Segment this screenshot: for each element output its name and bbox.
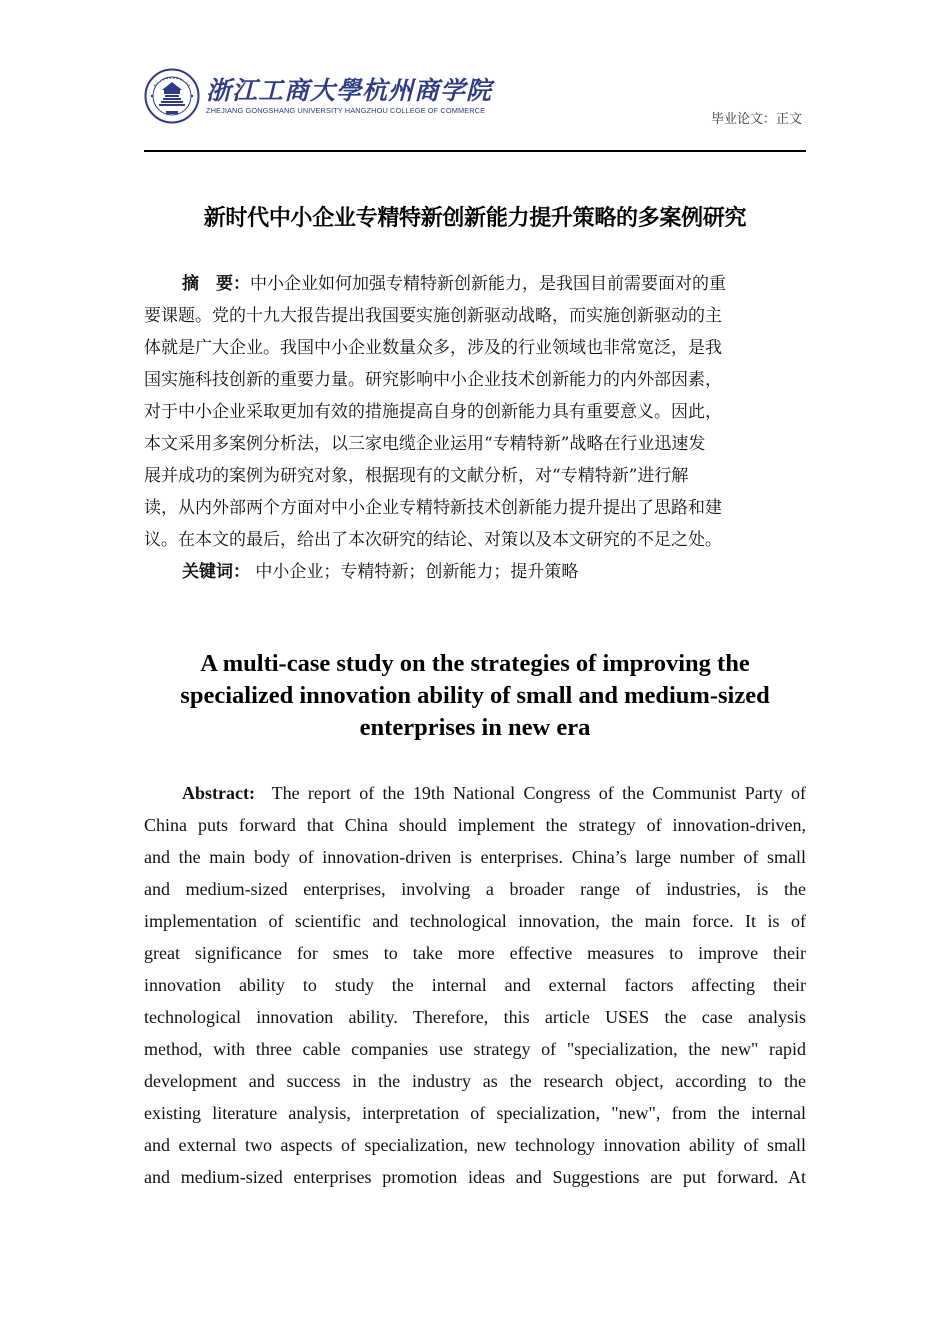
english-abstract-line: and external two aspects of specialization, new technology innovation ability of small <box>144 1135 806 1155</box>
header-divider <box>144 150 806 152</box>
chinese-abstract-line: 展并成功的案例为研究对象，根据现有的文献分析，对“专精特新”进行解 <box>144 466 689 486</box>
english-abstract-line: existing literature analysis, interpretation of specialization, "new", from the internal <box>144 1103 806 1123</box>
english-abstract-line: China puts forward that China should implement the strategy of innovation-driven, <box>144 815 806 835</box>
chinese-abstract-line: 议。在本文的最后，给出了本次研究的结论、对策以及本文研究的不足之处。 <box>144 530 722 550</box>
chinese-abstract-line: 要课题。党的十九大报告提出我国要实施创新驱动战略，而实施创新驱动的主 <box>144 306 722 326</box>
english-abstract-line: development and success in the industry as the research object, according to the <box>144 1071 806 1091</box>
keywords-label: 关键词： <box>182 562 250 582</box>
chinese-abstract-label: 摘 要： <box>182 274 250 294</box>
logo-english-name: ZHEJIANG GONGSHANG UNIVERSITY HANGZHOU COLLEGE OF COMMERCE <box>206 106 486 115</box>
chinese-abstract-line: 国实施科技创新的重要力量。研究影响中小企业技术创新能力的内外部因素， <box>144 370 722 390</box>
english-abstract-line <box>144 777 806 809</box>
english-abstract-line: innovation ability to study the internal and external factors affecting their <box>144 975 806 995</box>
chinese-title: 新时代中小企业专精特新创新能力提升策略的多案例研究 <box>203 206 747 231</box>
university-seal-icon <box>144 68 200 124</box>
english-abstract-line: implementation of scientific and technological innovation, the main force. It is of <box>144 911 806 931</box>
chinese-abstract <box>144 268 806 556</box>
english-abstract-line: great significance for smes to take more effective measures to improve their <box>144 943 806 963</box>
chinese-abstract-line: 本文采用多案例分析法，以三家电缆企业运用“专精特新”战略在行业迅速发 <box>144 434 706 454</box>
english-abstract-line: method, with three cable companies use strategy of "specialization, the new" rapid <box>144 1039 806 1059</box>
english-title-line: specialized innovation ability of small and medium-sized <box>180 682 770 709</box>
document-type-label: 毕业论文：正文 <box>710 112 802 127</box>
english-title-line: enterprises in new era <box>359 714 591 741</box>
chinese-abstract-line: 体就是广大企业。我国中小企业数量众多，涉及的行业领域也非常宽泛，是我 <box>144 338 722 358</box>
chinese-abstract-text: 中小企业如何加强专精特新创新能力，是我国目前需要面对的重 <box>250 274 726 294</box>
logo-chinese-name: 浙江工商大學杭州商学院 <box>206 76 493 105</box>
english-abstract <box>144 777 806 1193</box>
page-header <box>144 62 806 152</box>
english-abstract-line: technological innovation ability. Therefore, this article USES the case analysis <box>144 1007 806 1027</box>
english-abstract-line: and the main body of innovation-driven is enterprises. China’s large number of small <box>144 847 806 867</box>
english-abstract-text: The report of the 19th National Congress of the Communist Party of <box>271 783 807 803</box>
chinese-abstract-line <box>144 268 806 300</box>
english-title <box>144 648 806 744</box>
english-abstract-line: and medium-sized enterprises promotion ideas and Suggestions are put forward. At <box>144 1167 806 1187</box>
chinese-abstract-line: 对于中小企业采取更加有效的措施提高自身的创新能力具有重要意义。因此， <box>144 402 722 422</box>
chinese-keywords <box>182 556 578 588</box>
english-abstract-line: and medium-sized enterprises, involving a broader range of industries, is the <box>144 879 806 899</box>
chinese-abstract-line: 读，从内外部两个方面对中小企业专精特新技术创新能力提升提出了思路和建 <box>144 498 722 518</box>
university-logo <box>144 68 492 124</box>
english-title-line: A multi-case study on the strategies of improving the <box>200 650 750 677</box>
keywords-text: 中小企业；专精特新；创新能力；提升策略 <box>255 562 579 582</box>
english-abstract-label: Abstract: <box>182 783 255 803</box>
